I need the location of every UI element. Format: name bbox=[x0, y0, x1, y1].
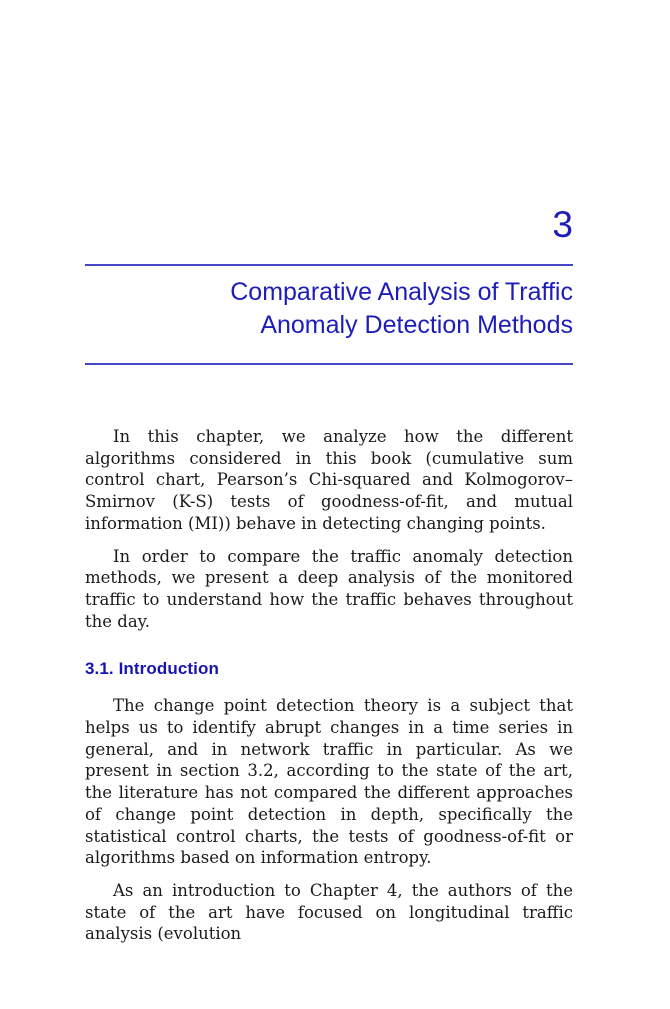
section-heading: 3.1. Introduction bbox=[85, 659, 219, 679]
chapter-title-line-2: Anomaly Detection Methods bbox=[260, 310, 573, 339]
paragraph: In this chapter, we analyze how the different algorithms considered in this book (cumulative sum control chart, Pearson’s Chi-squared and Kolmogorov–Smirnov (K-S) tests of goodness-of-fit, and mutual information (MI)) behave in detecting changing points. bbox=[85, 427, 573, 533]
body-text bbox=[85, 426, 573, 956]
chapter-title-line-1: Comparative Analysis of Traffic bbox=[230, 278, 573, 306]
paragraph: The change point detection theory is a subject that helps us to identify abrupt changes in a time series in general, and in network traffic in particular. As we present in section 3.2, according to the state of the art, the literature has not compared the different approaches of change point detection in depth, specifically the statistical control charts, the tests of goodness-of-fit or algorithms based on information entropy. bbox=[85, 696, 573, 868]
paragraph: As an introduction to Chapter 4, the authors of the state of the art have focused on longitudinal traffic analysis (evolution bbox=[85, 880, 573, 944]
title-rule-top bbox=[85, 264, 573, 266]
chapter-number: 3 bbox=[552, 204, 573, 245]
paragraph: In order to compare the traffic anomaly detection methods, we present a deep analysis of the monitored traffic to understand how the traffic behaves throughout the day. bbox=[85, 546, 573, 631]
chapter-title bbox=[85, 276, 573, 341]
title-rule-bottom bbox=[85, 363, 573, 365]
